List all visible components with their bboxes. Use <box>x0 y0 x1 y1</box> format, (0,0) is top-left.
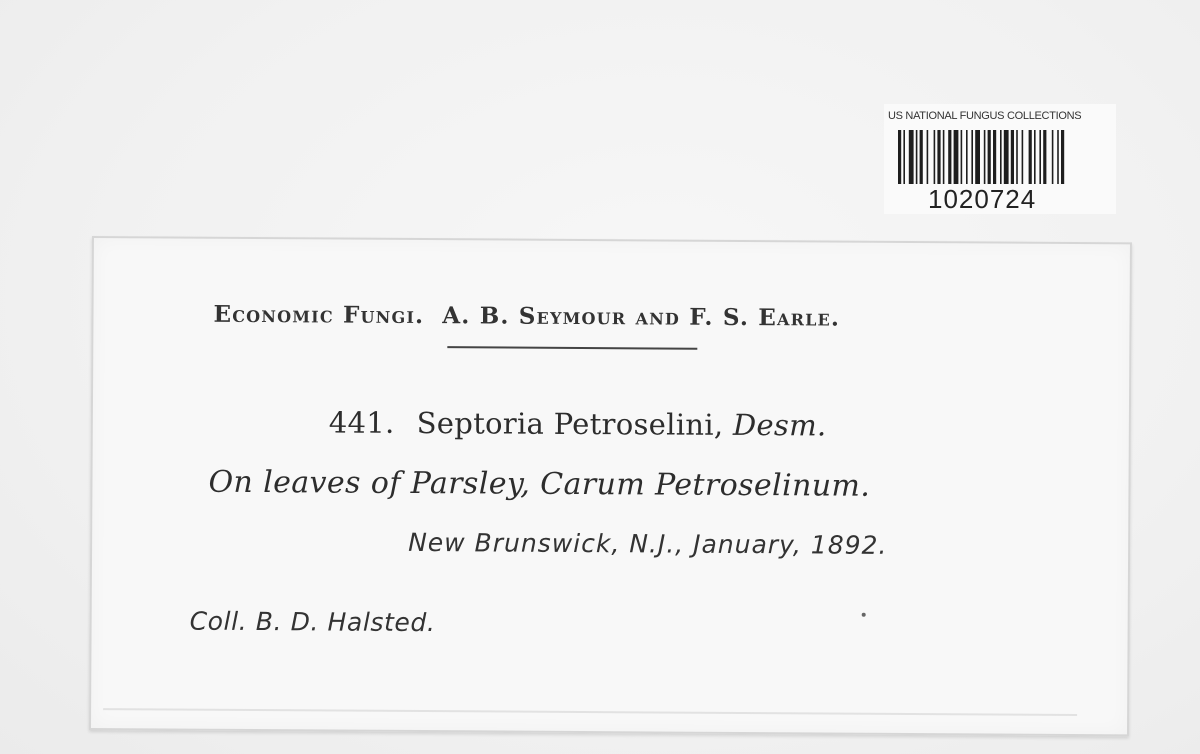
collector: Coll. B. D. Halsted. <box>189 606 436 638</box>
locality-date: New Brunswick, N.J., January, 1892. <box>408 527 888 560</box>
header-underline <box>447 346 697 350</box>
species-name: Septoria Petroselini, <box>416 405 724 442</box>
host-line: On leaves of Parsley, Carum Petroselinum. <box>208 464 871 504</box>
species-line <box>329 405 827 442</box>
label-edge-line <box>103 708 1077 716</box>
label-header <box>213 301 973 333</box>
paper-speck <box>862 613 866 617</box>
series-authors: A. B. Seymour and F. S. Earle. <box>442 302 841 332</box>
specimen-number: 441. <box>328 405 395 440</box>
barcode-caption: US NATIONAL FUNGUS COLLECTIONS <box>888 110 1082 122</box>
series-title: Economic Fungi. <box>213 300 425 330</box>
barcode-bars <box>898 130 1106 184</box>
specimen-label <box>89 236 1132 736</box>
barcode-label <box>884 104 1116 214</box>
barcode-number: 1020724 <box>928 184 1037 214</box>
species-author: Desm. <box>732 407 827 443</box>
